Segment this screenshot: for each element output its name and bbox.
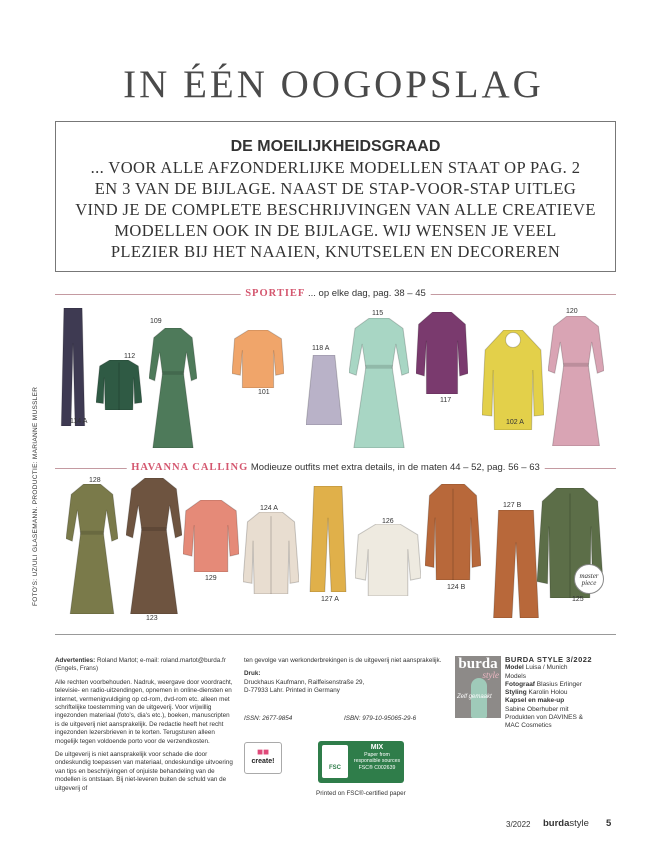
model-number: 127 B xyxy=(503,502,522,509)
garment-hoodie xyxy=(482,330,544,430)
model-number: 101 xyxy=(258,389,270,396)
credit-line: MAC Cosmetics xyxy=(505,722,552,730)
model-number: 114 A xyxy=(70,418,88,425)
druk-label: Druk: xyxy=(244,670,261,678)
intro-text xyxy=(56,157,615,262)
model-number: 127 A xyxy=(321,596,339,603)
model-number: 120 xyxy=(566,308,578,315)
model-number: 124 B xyxy=(447,584,466,591)
section-name: SPORTIEF xyxy=(245,288,306,299)
garment-jacket xyxy=(96,360,142,410)
intro-line: ... VOOR ALLE AFZONDERLIJKE MODELLEN STAAT OP PAG. 2 xyxy=(90,158,581,177)
model-number: 125 xyxy=(572,596,584,603)
section-label xyxy=(126,462,545,473)
model-number: 117 xyxy=(440,397,452,404)
section-subtitle: ... op elke dag, pag. 38 – 45 xyxy=(308,288,426,299)
garment-trousers xyxy=(491,510,541,618)
garment-dress xyxy=(349,318,409,448)
garment-blouse xyxy=(355,524,421,596)
garment-dress xyxy=(66,484,118,614)
create-logo-mark: ■■ xyxy=(256,747,270,758)
cover-thumbnail xyxy=(455,656,501,718)
model-number: 124 A xyxy=(260,505,278,512)
create-logo: ■■ create! xyxy=(244,742,282,774)
printed-on: Printed on FSC®-certified paper xyxy=(316,790,406,797)
model-number: 102 A xyxy=(506,419,524,426)
fsc-tree-icon: FSC xyxy=(322,745,348,778)
imprint-column-1 xyxy=(55,657,233,798)
section-header-sportief xyxy=(55,288,616,300)
section-label xyxy=(240,288,431,299)
model-number: 129 xyxy=(205,575,217,582)
section-subtitle: Modieuze outfits met extra details, in de maten 44 – 52, pag. 56 – 63 xyxy=(250,462,540,473)
cover-style-word: style xyxy=(482,670,499,680)
intro-line: EN 3 VAN DE BIJLAGE. NAAST DE STAP-VOOR-STAP UITLEG xyxy=(94,179,577,198)
garment-top xyxy=(183,500,239,572)
model-number: 115 xyxy=(372,310,384,317)
intro-line: MODELLEN OOK IN DE BIJLAGE. WIJ WENSEN JE VEEL xyxy=(114,221,557,240)
imprint-paragraph: Alle rechten voorbehouden. Nadruk, weergave door voordracht, televisie- en radio-uitzendingen, opnemen in online-diensten en internet, vermenigvuldiging op cd-rom, dvd-rom etc. alleen met schriftelijke toestemming van de uitgeverij. Voor vrijwillig ingezonden materiaal (foto's, dia's etc.), boeken, manuscripten is de uitgeverij niet aansprakelijk. De redactie heeft het recht ingezonden lezersbrieven in te korten. Terugsturen alleen mogelijk tegen voldoende porto voor de verzendkosten. xyxy=(55,678,233,745)
page-number: 5 xyxy=(606,818,612,829)
cover-issue: BURDA STYLE 3/2022 xyxy=(505,655,593,664)
credit-line: Sabine Oberhuber mit xyxy=(505,705,569,713)
model-number: 109 xyxy=(150,318,162,325)
garment-dress xyxy=(149,328,197,448)
isbn: ISBN: 979-10-95065-29-6 xyxy=(344,715,417,722)
model-number: 126 xyxy=(382,518,394,525)
intro-heading: DE MOEILIJKHEIDSGRAAD xyxy=(230,138,441,155)
credit-line: Produkten von DAVINES & xyxy=(505,714,583,722)
intro-box xyxy=(55,121,616,272)
section-name: HAVANNA CALLING xyxy=(131,462,249,473)
garment-dress xyxy=(548,316,604,446)
footer-issue: 3/2022 xyxy=(506,820,531,829)
footer-brand: burdastyle xyxy=(543,818,589,829)
page-title: IN ÉÉN OOGOPSLAG xyxy=(123,63,544,106)
model-number: 118 A xyxy=(312,345,330,352)
credit-line: Fotograaf Blasius Erlinger xyxy=(505,680,582,688)
garment-top xyxy=(416,312,468,394)
intro-line: VIND JE DE COMPLETE BESCHRIJVINGEN VAN ALLE CREATIEVE xyxy=(75,200,596,219)
credit-line: Styling Karolin Holou xyxy=(505,689,568,697)
cover-brand: burda xyxy=(458,656,498,672)
credit-line: Model Luisa / Munich xyxy=(505,664,568,672)
garment-dress xyxy=(126,478,182,614)
garment-blouse xyxy=(232,330,284,388)
photo-credit: FOTO'S: UZ/ULI GLASEMANN. PRODUCTIE: MARIANNE MUSSLER xyxy=(32,386,39,606)
imprint-paragraph: ten gevolge van werkonderbrekingen is de uitgeverij niet aansprakelijk. xyxy=(244,657,442,664)
cover-credits xyxy=(505,656,592,731)
model-number: 128 xyxy=(89,477,101,484)
fsc-logo xyxy=(318,741,404,783)
imprint-column-2 xyxy=(244,657,444,696)
section-header-havanna xyxy=(55,462,616,474)
credit-line: Models xyxy=(505,672,526,680)
intro-line: PLEZIER BIJ HET NAAIEN, KNUTSELEN EN DECOREREN xyxy=(110,242,561,261)
divider xyxy=(55,634,616,635)
issn: ISSN: 2677-9854 xyxy=(244,715,293,722)
credit-line: Kapsel en make-up xyxy=(505,697,565,705)
model-number: 112 xyxy=(124,353,136,360)
imprint-paragraph: De uitgeverij is niet aansprakelijk voor schade die door ondeskundig toepassen van materiaal, ondeskundige uitvoering van tips en beschrijvingen of onjuiste behandeling van de modellen is ontstaan. Bij niet-leveren buiten de schuld van de uitgeverij of xyxy=(55,751,233,792)
garment-jacket xyxy=(425,484,481,580)
cover-line: Zelf gemaakt xyxy=(457,694,492,700)
model-number: 123 xyxy=(146,615,158,622)
master-piece-badge: master piece xyxy=(574,564,604,594)
garment-jacket xyxy=(243,512,299,594)
garment-trousers xyxy=(308,486,348,592)
garment-trousers xyxy=(60,308,86,426)
imprint-paragraph: Advertenties: Roland Martot; e-mail: roland.martot@burda.fr (Engels, Frans) xyxy=(55,657,226,673)
garment-skirt xyxy=(306,355,342,425)
druk-line: Druckhaus Kaufmann, Raiffeisenstraße 29, xyxy=(244,678,365,686)
druk-line: D-77933 Lahr. Printed in Germany xyxy=(244,687,340,695)
fsc-text: MIX Paper from responsible sources FSC® C002639 xyxy=(353,744,401,771)
